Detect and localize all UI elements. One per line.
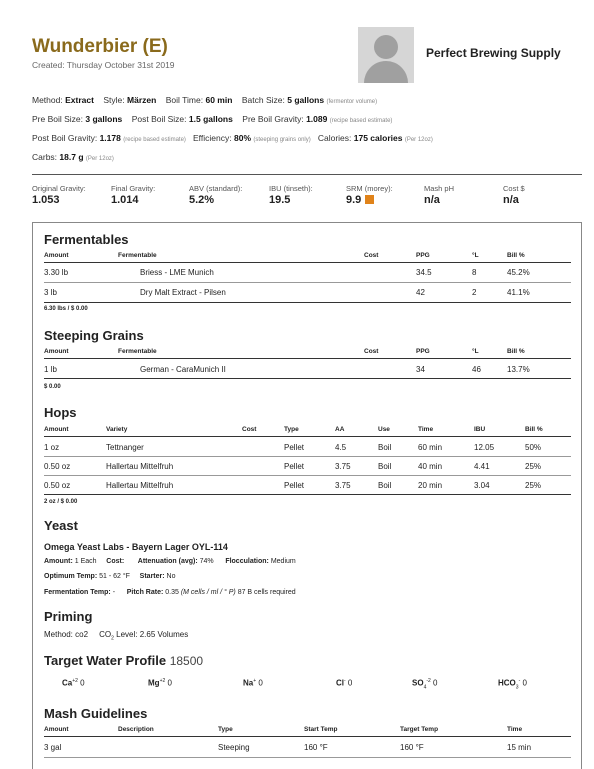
pre-boil-gravity-label: Pre Boil Gravity: <box>242 114 304 124</box>
steeping-header-amount: Amount <box>44 348 69 355</box>
hops-header-time: Time <box>418 426 434 433</box>
stat-label: Mash pH <box>424 184 455 193</box>
hops-bottom-rule <box>44 494 571 495</box>
carbs-value: 18.7 g <box>59 152 84 162</box>
stat-value: n/a <box>424 194 440 206</box>
stat-value: 5.2% <box>189 194 215 206</box>
stat-final-gravity <box>111 184 155 206</box>
fermentables-title: Fermentables <box>44 232 129 247</box>
yeast-attenuation-label: Attenuation (avg): <box>137 558 198 565</box>
mash-row-rule <box>44 757 571 758</box>
avatar-body-shape <box>364 61 408 83</box>
steeping-header-cost: Cost <box>364 348 379 355</box>
hop-type: Pellet <box>284 481 305 490</box>
yeast-attenuation: 74% <box>199 558 214 565</box>
yeast-pitch-units: (M cells / ml / ° P) <box>180 589 236 596</box>
hops-row-rule <box>44 456 571 457</box>
yeast-ferm-temp-label: Fermentation Temp: <box>44 589 111 596</box>
yeast-optimum: 51 - 62 °F <box>99 573 130 580</box>
steeping-grains-title: Steeping Grains <box>44 328 144 343</box>
avatar-head-shape <box>374 35 398 59</box>
ion-symbol: Cl <box>336 678 344 688</box>
hop-amount: 0.50 oz <box>44 481 71 490</box>
method-label: Method: <box>32 95 63 105</box>
hops-total: 2 oz / $ 0.00 <box>44 499 78 505</box>
efficiency-note: (steeping grains only) <box>253 137 311 143</box>
steeping-ppg: 34 <box>416 365 425 374</box>
priming-co2-subscript: 2 <box>111 635 114 642</box>
ion-value: 0 <box>258 678 263 688</box>
hop-use: Boil <box>378 443 392 452</box>
hop-aa: 3.75 <box>335 462 351 471</box>
hops-header-use: Use <box>378 426 390 433</box>
fermentables-header-amount: Amount <box>44 252 69 259</box>
ion-symbol: Mg <box>148 678 160 688</box>
pre-boil-size-label: Pre Boil Size: <box>32 114 84 124</box>
mash-time: 15 min <box>507 743 532 752</box>
steeping-header-ppg: PPG <box>416 348 430 355</box>
mash-start-temp: 160 °F <box>304 743 328 752</box>
fermentable-ppg: 34.5 <box>416 268 432 277</box>
fermentable-amount: 3.30 lb <box>44 268 69 277</box>
carbs-note: (Per 12oz) <box>85 156 114 162</box>
post-boil-size-label: Post Boil Size: <box>131 114 187 124</box>
stat-srm <box>346 184 393 206</box>
hop-use: Boil <box>378 481 392 490</box>
hop-ibu: 3.04 <box>474 481 490 490</box>
hops-header-rule <box>44 436 571 437</box>
yeast-starter: No <box>166 573 176 580</box>
ion-symbol: Na <box>243 678 254 688</box>
steeping-header-lovibond: °L <box>472 348 479 355</box>
ion-charge: - <box>344 678 346 684</box>
fermentables-header-fermentable: Fermentable <box>118 252 157 259</box>
mash-guidelines-title: Mash Guidelines <box>44 706 148 721</box>
batch-size-note: (fermentor volume) <box>326 99 378 105</box>
yeast-pitch-note: 87 B cells required <box>237 589 296 596</box>
hop-variety: Tettnanger <box>106 443 144 452</box>
hops-header-bill: Bill % <box>525 426 543 433</box>
meta-line-2 <box>32 114 392 124</box>
ion-charge: -2 <box>426 678 431 684</box>
hop-time: 20 min <box>418 481 443 490</box>
mash-header-start-temp: Start Temp <box>304 726 338 733</box>
fermentable-name: Briess - LME Munich <box>140 268 214 277</box>
mash-amount: 3 gal <box>44 743 62 752</box>
efficiency-value: 80% <box>233 133 251 143</box>
yeast-amount-label: Amount: <box>44 558 73 565</box>
stat-value: 9.9 <box>346 194 362 206</box>
hops-header-cost: Cost <box>242 426 257 433</box>
priming-title: Priming <box>44 609 93 624</box>
hop-time: 40 min <box>418 462 443 471</box>
yeast-line-3 <box>44 589 296 596</box>
yeast-flocculation-label: Flocculation: <box>225 558 269 565</box>
hop-variety: Hallertau Mittelfruh <box>106 462 174 471</box>
steeping-lovibond: 46 <box>472 365 481 374</box>
mash-header-rule <box>44 736 571 737</box>
fermentables-bottom-rule <box>44 302 571 303</box>
stat-value: 1.053 <box>32 194 60 206</box>
calories-label: Calories: <box>317 133 352 143</box>
steeping-amount: 1 lb <box>44 365 57 374</box>
hop-type: Pellet <box>284 462 305 471</box>
hops-header-type: Type <box>284 426 299 433</box>
hop-time: 60 min <box>418 443 443 452</box>
yeast-name: Omega Yeast Labs - Bayern Lager OYL-114 <box>44 542 228 552</box>
hop-variety: Hallertau Mittelfruh <box>106 481 174 490</box>
hop-ibu: 4.41 <box>474 462 490 471</box>
meta-line-1 <box>32 95 377 105</box>
yeast-title: Yeast <box>44 518 78 533</box>
steeping-total: $ 0.00 <box>44 384 61 390</box>
batch-size-label: Batch Size: <box>241 95 285 105</box>
steeping-header-bill: Bill % <box>507 348 525 355</box>
ion-subscript: 3 <box>515 684 519 691</box>
fermentable-name: Dry Malt Extract - Pilsen <box>140 288 226 297</box>
fermentables-total: 6.30 lbs / $ 0.00 <box>44 306 88 312</box>
hops-header-aa: AA <box>335 426 345 433</box>
hops-header-ibu: IBU <box>474 426 486 433</box>
stat-abv <box>189 184 242 206</box>
hop-aa: 4.5 <box>335 443 347 452</box>
yeast-line-1 <box>44 558 296 565</box>
supplier-avatar <box>358 27 414 83</box>
stat-mash-ph <box>424 184 454 206</box>
fermentables-row-rule <box>44 282 571 283</box>
yeast-flocculation: Medium <box>270 558 296 565</box>
fermentable-lovibond: 8 <box>472 268 477 277</box>
stat-srm-row <box>346 194 393 206</box>
yeast-amount: 1 Each <box>74 558 97 565</box>
post-boil-gravity-value: 1.178 <box>99 133 121 143</box>
stat-original-gravity <box>32 184 86 206</box>
mash-target-temp: 160 °F <box>400 743 424 752</box>
ion-charge: +2 <box>72 678 78 684</box>
ion-value: 0 <box>522 678 527 688</box>
ion-value: 0 <box>347 678 353 688</box>
hop-aa: 3.75 <box>335 481 351 490</box>
ion-value: 0 <box>80 678 85 688</box>
hops-header-amount: Amount <box>44 426 69 433</box>
stat-label: Original Gravity: <box>32 184 86 193</box>
stat-value: n/a <box>503 194 519 206</box>
stat-cost <box>503 184 525 206</box>
steeping-name: German - CaraMunich II <box>140 365 226 374</box>
mash-header-type: Type <box>218 726 233 733</box>
priming-line <box>44 630 188 642</box>
yeast-cost-label: Cost: <box>106 558 125 565</box>
ion-magnesium <box>148 678 172 688</box>
ion-charge: + <box>253 678 257 684</box>
fermentable-bill: 41.1% <box>507 288 530 297</box>
fermentables-header-lovibond: °L <box>472 252 479 259</box>
stat-label: Final Gravity: <box>111 184 156 193</box>
ion-chloride <box>336 678 352 688</box>
pre-boil-gravity-note: (recipe based estimate) <box>329 118 393 124</box>
post-boil-gravity-note: (recipe based estimate) <box>123 137 186 143</box>
method-value: Extract <box>65 95 94 105</box>
yeast-pitch-label: Pitch Rate: <box>126 589 164 596</box>
efficiency-label: Efficiency: <box>193 133 232 143</box>
stat-label: ABV (standard): <box>189 184 243 193</box>
ion-charge: - <box>518 678 521 684</box>
stat-label: Cost $ <box>503 184 525 193</box>
fermentables-header-ppg: PPG <box>416 252 430 259</box>
batch-size-value: 5 gallons <box>287 95 325 105</box>
stat-ibu <box>269 184 313 206</box>
boil-time-value: 60 min <box>205 95 233 105</box>
hop-use: Boil <box>378 462 392 471</box>
fermentable-bill: 45.2% <box>507 268 530 277</box>
priming-co2-level: Level: 2.65 Volumes <box>113 630 189 639</box>
priming-method: Method: co2 <box>44 630 89 639</box>
yeast-line-2 <box>44 573 175 580</box>
mash-header-time: Time <box>507 726 523 733</box>
fermentables-header-rule <box>44 262 571 263</box>
water-profile-label: Target Water Profile <box>44 653 167 668</box>
ion-value: 0 <box>167 678 172 688</box>
fermentable-amount: 3 lb <box>44 288 57 297</box>
hop-bill: 25% <box>525 462 542 471</box>
carbs-label: Carbs: <box>32 152 58 162</box>
stat-label: SRM (morey): <box>346 184 393 193</box>
steeping-bottom-rule <box>44 378 571 379</box>
pre-boil-gravity-value: 1.089 <box>306 114 328 124</box>
ion-calcium <box>62 678 85 688</box>
fermentables-header-cost: Cost <box>364 252 379 259</box>
ion-symbol: Ca <box>62 678 73 688</box>
fermentable-lovibond: 2 <box>472 288 477 297</box>
yeast-optimum-label: Optimum Temp: <box>44 573 98 580</box>
hops-header-variety: Variety <box>106 426 128 433</box>
hop-type: Pellet <box>284 443 305 452</box>
meta-line-4 <box>32 152 114 162</box>
ion-symbol: SO <box>412 678 424 688</box>
hop-ibu: 12.05 <box>474 443 495 452</box>
yeast-ferm-temp: - <box>112 589 116 596</box>
stat-value: 19.5 <box>269 194 291 206</box>
hop-amount: 1 oz <box>44 443 60 452</box>
fermentable-ppg: 42 <box>416 288 425 297</box>
stat-label: IBU (tinseth): <box>269 184 313 193</box>
mash-type: Steeping <box>218 743 250 752</box>
hops-title: Hops <box>44 405 77 420</box>
yeast-pitch: 0.35 <box>165 589 179 596</box>
pre-boil-size-value: 3 gallons <box>85 114 123 124</box>
water-profile-name: 18500 <box>169 654 204 668</box>
ion-sulfate <box>412 678 437 690</box>
ion-bicarbonate <box>498 678 527 690</box>
ion-sodium <box>243 678 263 688</box>
steeping-header-rule <box>44 358 571 359</box>
post-boil-gravity-label: Post Boil Gravity: <box>32 133 98 143</box>
style-label: Style: <box>103 95 125 105</box>
mash-header-description: Description <box>118 726 154 733</box>
style-value: Märzen <box>127 95 157 105</box>
stat-value: 1.014 <box>111 194 139 206</box>
ion-value: 0 <box>433 678 438 688</box>
stats-divider <box>32 174 582 175</box>
supplier-name: Perfect Brewing Supply <box>426 46 561 60</box>
boil-time-label: Boil Time: <box>165 95 204 105</box>
water-profile-title <box>44 653 203 668</box>
steeping-header-fermentable: Fermentable <box>118 348 157 355</box>
mash-header-amount: Amount <box>44 726 69 733</box>
post-boil-size-value: 1.5 gallons <box>188 114 233 124</box>
hops-row-rule <box>44 475 571 476</box>
created-date: Created: Thursday October 31st 2019 <box>32 60 175 70</box>
recipe-title: Wunderbier (E) <box>32 36 168 57</box>
meta-line-3 <box>32 133 433 143</box>
ion-symbol: HCO <box>498 678 516 688</box>
yeast-starter-label: Starter: <box>139 573 165 580</box>
ion-charge: +2 <box>159 678 166 684</box>
calories-note: (Per 12oz) <box>404 137 433 143</box>
priming-co2-prefix: CO <box>99 630 112 639</box>
hop-amount: 0.50 oz <box>44 462 71 471</box>
steeping-bill: 13.7% <box>507 365 530 374</box>
hop-bill: 50% <box>525 443 542 452</box>
srm-color-swatch <box>365 195 374 204</box>
ion-subscript: 4 <box>423 684 427 691</box>
mash-header-target-temp: Target Temp <box>400 726 439 733</box>
calories-value: 175 calories <box>353 133 403 143</box>
fermentables-header-bill: Bill % <box>507 252 525 259</box>
hop-bill: 25% <box>525 481 542 490</box>
